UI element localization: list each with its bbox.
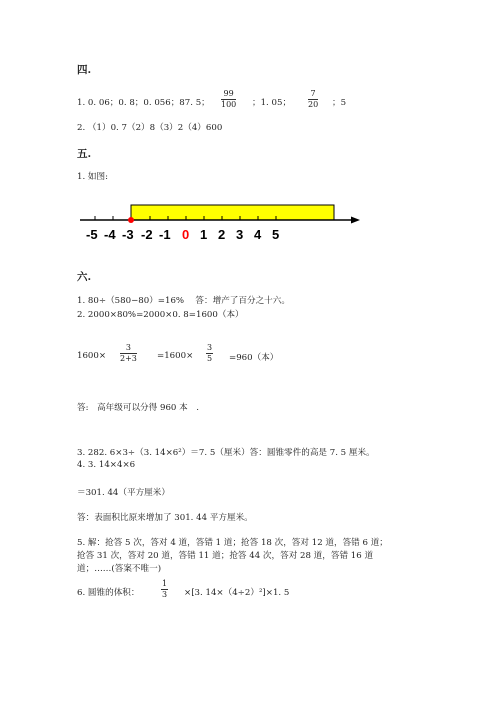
fraction-numerator: 99	[223, 89, 234, 98]
s6-item5-line1: 5. 解：抢答 5 次，答对 4 道，答错 1 道；抢答 18 次，答对 12 道，答错 6 道；	[77, 538, 388, 548]
s5-line1: 1. 如图:	[77, 172, 109, 182]
s6-item4-answer: 答：表面积比原来增加了 301. 44 平方厘米。	[77, 513, 253, 523]
label-neg-5: -5	[86, 227, 98, 242]
s6-eq-text-c: =960（本）	[229, 353, 279, 363]
s4-line2: 2. （1）0. 7（2）8（3）2（4）600	[77, 123, 223, 133]
s4-line1-text-a: 1. 0. 06；0. 8；0. 056；87. 5；	[77, 98, 210, 108]
s6-fraction-1-3	[161, 580, 168, 599]
s6-answer-2: 答: 高年级可以分得 960 本 .	[77, 403, 200, 413]
fraction-numerator: 7	[310, 89, 316, 98]
fraction-denominator: 2+3	[120, 354, 137, 363]
fraction-numerator: 1	[162, 579, 168, 588]
highlighted-range	[131, 205, 334, 220]
s6-item6-text-a: 6. 圆锥的体积：	[77, 588, 140, 598]
fraction-numerator: 3	[125, 343, 131, 352]
label-3: 3	[236, 227, 244, 242]
fraction-denominator: 20	[308, 100, 319, 109]
fraction-denominator: 5	[207, 354, 213, 363]
label-neg-4: -4	[104, 227, 116, 242]
s6-eq-text-a: 1600×	[77, 351, 107, 361]
s4-fraction-99-100	[221, 90, 236, 109]
label-neg-2: -2	[141, 227, 153, 242]
section-4-heading: 四.	[77, 64, 92, 76]
s6-item3: 3. 282. 6×3÷（3. 14×6²）＝7. 5（厘米）答：圆锥零件的高是 7. 5 厘米。	[77, 448, 375, 458]
number-line-figure	[0, 195, 500, 250]
s6-item2: 2. 2000×80%=2000×0. 8=1600（本）	[77, 310, 244, 320]
s6-item4-line2: ＝301. 44（平方厘米）	[77, 488, 170, 498]
s6-item5-line2: 抢答 31 次，答对 20 道，答错 11 道；抢答 44 次，答对 28 道，答错 16 道	[77, 551, 374, 561]
s6-fraction-3-5	[206, 344, 213, 363]
s4-line1-text-b: ；1. 05；	[252, 98, 292, 108]
s6-item1: 1. 80÷（580−80）=16% 答：增产了百分之十六。	[77, 296, 290, 306]
s6-fraction-3-over-2plus3	[120, 344, 137, 363]
label-2: 2	[218, 227, 226, 242]
s6-item4-line1: 4. 3. 14×4×6	[77, 460, 136, 470]
s6-item5-line3: 道；……(答案不唯一)	[77, 564, 162, 574]
label-5: 5	[272, 227, 280, 242]
fraction-denominator: 100	[221, 100, 237, 109]
label-neg-1: -1	[159, 227, 171, 242]
label-1: 1	[200, 227, 208, 242]
label-4: 4	[254, 227, 262, 242]
open-point-marker	[128, 217, 134, 223]
label-zero: 0	[182, 227, 190, 242]
section-6-heading: 六.	[77, 271, 92, 283]
label-neg-3: -3	[122, 227, 134, 242]
section-5-heading: 五.	[77, 148, 92, 160]
arrow-icon	[351, 217, 360, 224]
fraction-numerator: 3	[207, 343, 213, 352]
fraction-denominator: 3	[162, 590, 168, 599]
s4-fraction-7-20	[308, 90, 318, 109]
s4-line1-text-c: ；5	[332, 98, 347, 108]
s6-eq-text-b: =1600×	[157, 351, 194, 361]
s6-item6-text-b: ×[3. 14×（4÷2）²]×1. 5	[184, 588, 290, 598]
